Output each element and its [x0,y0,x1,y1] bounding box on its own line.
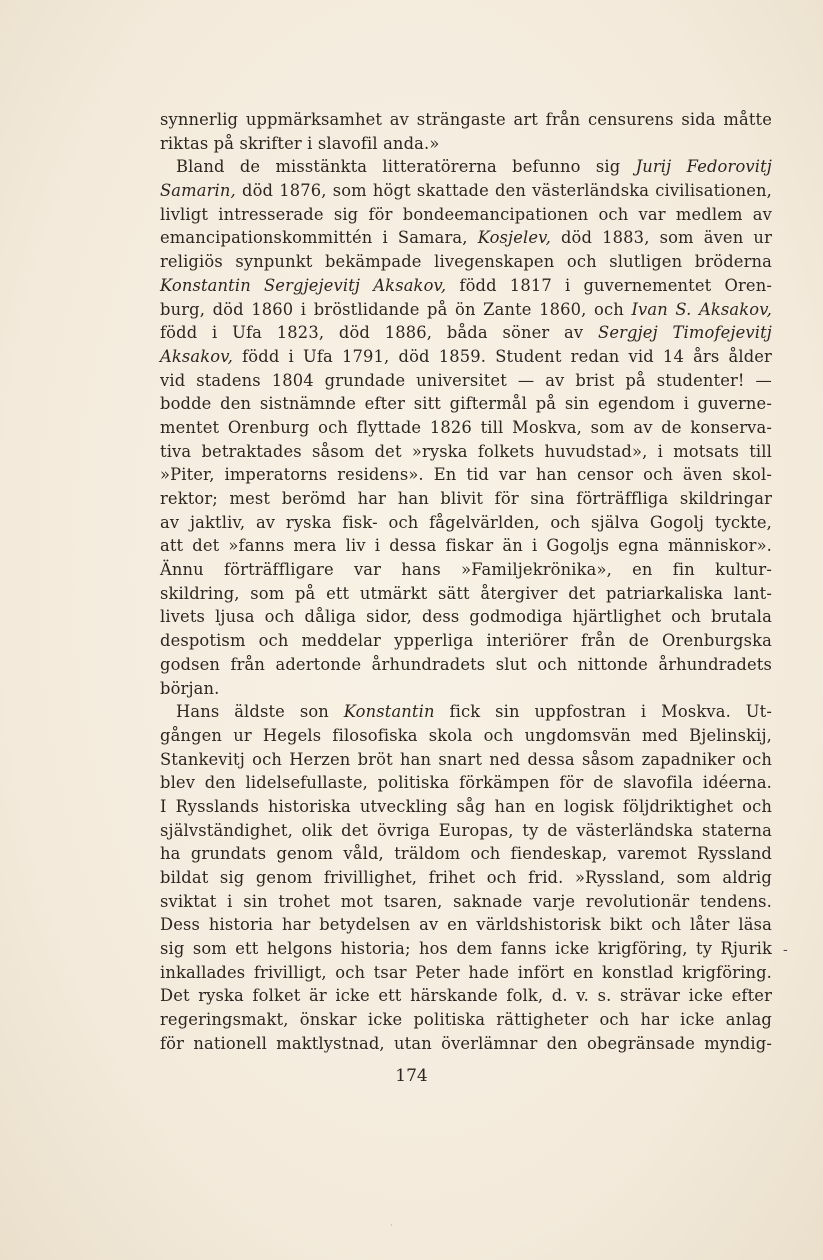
text-line [160,1032,772,1056]
text-run: livets ljusa och dåliga sidor, dess godmodiga hjärtlighet och brutala [160,607,772,627]
text-line [160,677,772,701]
page-number: 174 [395,1066,428,1086]
text-run: synnerlig uppmärksamhet av strängaste art från censurens sida måtte [160,110,772,129]
text-run: Hans äldste son [176,702,344,722]
body-text [160,108,772,1056]
text-line [160,108,772,132]
text-run: självständighet, olik det övriga Europas, ty de västerländska staterna [160,820,772,840]
text-line [160,653,772,677]
italic-name: Samarin, [160,181,236,201]
text-run: bodde den sistnämnde efter sitt giftermål på sin egendom i guverne- [160,394,772,414]
text-run: emancipationskommittén i Samara, [160,228,478,248]
text-run: död 1876, som högt skattade den västerländska civilisationen, [235,181,772,201]
text-line [160,250,772,274]
text-run: »Piter, imperatorns residens». En tid var han censor och även skol- [160,465,772,485]
text-run: vid stadens 1804 grundade universitet — av brist på studenter! — [160,370,772,390]
text-line [160,700,772,724]
text-line [160,345,772,369]
text-line [160,416,772,440]
paper-speck: · [390,1221,393,1231]
italic-name: Konstantin Sergjejevitj Aksakov, [160,275,447,295]
text-run: gången ur Hegels filosofiska skola och ungdomsvän med Bjelinskij, [160,725,772,745]
text-line [160,795,772,819]
text-line [160,771,772,795]
text-run: att det »fanns mera liv i dessa fiskar än i Gogoljs egna människor». [160,536,772,556]
text-line [160,203,772,227]
text-run: despotism och meddelar ypperliga interiörer från de Orenburgska [160,631,772,651]
margin-mark: - [783,942,788,958]
text-line [160,440,772,464]
text-run: fick sin uppfostran i Moskva. Ut- [434,702,772,722]
text-run: Dess historia har betydelsen av en världshistorisk bikt och låter läsa [160,915,772,935]
text-run: inkallades frivilligt, och tsar Peter hade infört en konstlad krigföring. [160,962,772,982]
text-line [160,937,772,961]
text-line [160,321,772,345]
text-line [160,582,772,606]
text-line [160,226,772,250]
text-line [160,369,772,393]
text-run: livligt intresserade sig för bondeemancipationen och var medlem av [160,204,772,224]
italic-name: Aksakov, [160,346,233,366]
text-run: sig som ett helgons historia; hos dem fanns icke krigföring, ty Rjurik [160,939,772,959]
text-line [160,155,772,179]
text-run: född i Ufa 1791, död 1859. Student redan vid 14 års ålder [233,346,772,366]
text-line [160,984,772,1008]
text-run: riktas på skrifter i slavofil anda.» [160,133,440,153]
text-run: av jaktliv, av ryska fisk- och fågelvärlden, och själva Gogolj tyckte, [160,512,772,532]
text-line [160,1008,772,1032]
italic-name: Ivan S. Aksakov, [631,299,772,319]
text-run: Bland de misstänkta litteratörerna befunno sig [176,157,636,177]
text-run: född i Ufa 1823, död 1886, båda söner av [160,323,599,343]
text-line [160,866,772,890]
text-run: ha grundats genom våld, träldom och fiendeskap, varemot Ryssland [160,844,772,864]
text-line [160,748,772,772]
text-run: sviktat i sin trohet mot tsaren, saknade varje revolutionär tendens. [160,891,772,911]
text-run: Det ryska folket är icke ett härskande folk, d. v. s. strävar icke efter [160,986,772,1006]
text-line [160,842,772,866]
text-run: bildat sig genom frivillighet, frihet och frid. »Ryssland, som aldrig [160,868,772,887]
text-line [160,132,772,156]
text-line [160,605,772,629]
text-line [160,629,772,653]
text-line [160,558,772,582]
text-line [160,487,772,511]
text-run: tiva betraktades såsom det »ryska folkets huvudstad», i motsats till [160,441,772,461]
text-run: religiös synpunkt bekämpade livegenskapen och slutligen bröderna [160,252,772,272]
text-run: godsen från adertonde århundradets slut och nittonde århundradets [160,654,772,674]
text-run: Stankevitj och Herzen bröt han snart ned dessa såsom zapadniker och [160,749,772,769]
text-line [160,819,772,843]
text-run: I Rysslands historiska utveckling såg han en logisk följdriktighet och [160,796,772,816]
italic-name: Jurij Fedorovitj [635,157,772,177]
text-line [160,179,772,203]
text-line [160,463,772,487]
text-run: början. [160,678,220,698]
text-line [160,913,772,937]
text-line [160,511,772,535]
text-line [160,961,772,985]
italic-name: Kosjelev, [477,228,551,248]
text-run: blev den lidelsefullaste, politiska förkämpen för de slavofila idéerna. [160,773,772,793]
text-run: regeringsmakt, önskar icke politiska rättigheter och har icke anlag [160,1010,772,1030]
text-run: för nationell maktlystnad, utan överlämnar den obegränsade myndig- [160,1033,772,1053]
italic-name: Konstantin [343,702,435,722]
text-line [160,724,772,748]
text-run: rektor; mest berömd har han blivit för sina förträffliga skildringar [160,489,772,508]
text-line [160,534,772,558]
text-line [160,392,772,416]
italic-name: Sergjej Timofejevitj [598,323,772,343]
text-line [160,274,772,298]
text-line [160,298,772,322]
text-run: mentet Orenburg och flyttade 1826 till Moskva, som av de konserva- [160,417,772,437]
text-run: skildring, som på ett utmärkt sätt återgiver det patriarkaliska lant- [160,583,772,603]
text-run: burg, död 1860 i bröstlidande på ön Zante 1860, och [160,299,632,319]
text-run: Ännu förträffligare var hans »Familjekrönika», en fin kultur- [160,560,772,580]
text-run: död 1883, som även ur [550,228,772,248]
text-line [160,890,772,914]
text-run: född 1817 i guvernementet Oren- [446,275,772,295]
